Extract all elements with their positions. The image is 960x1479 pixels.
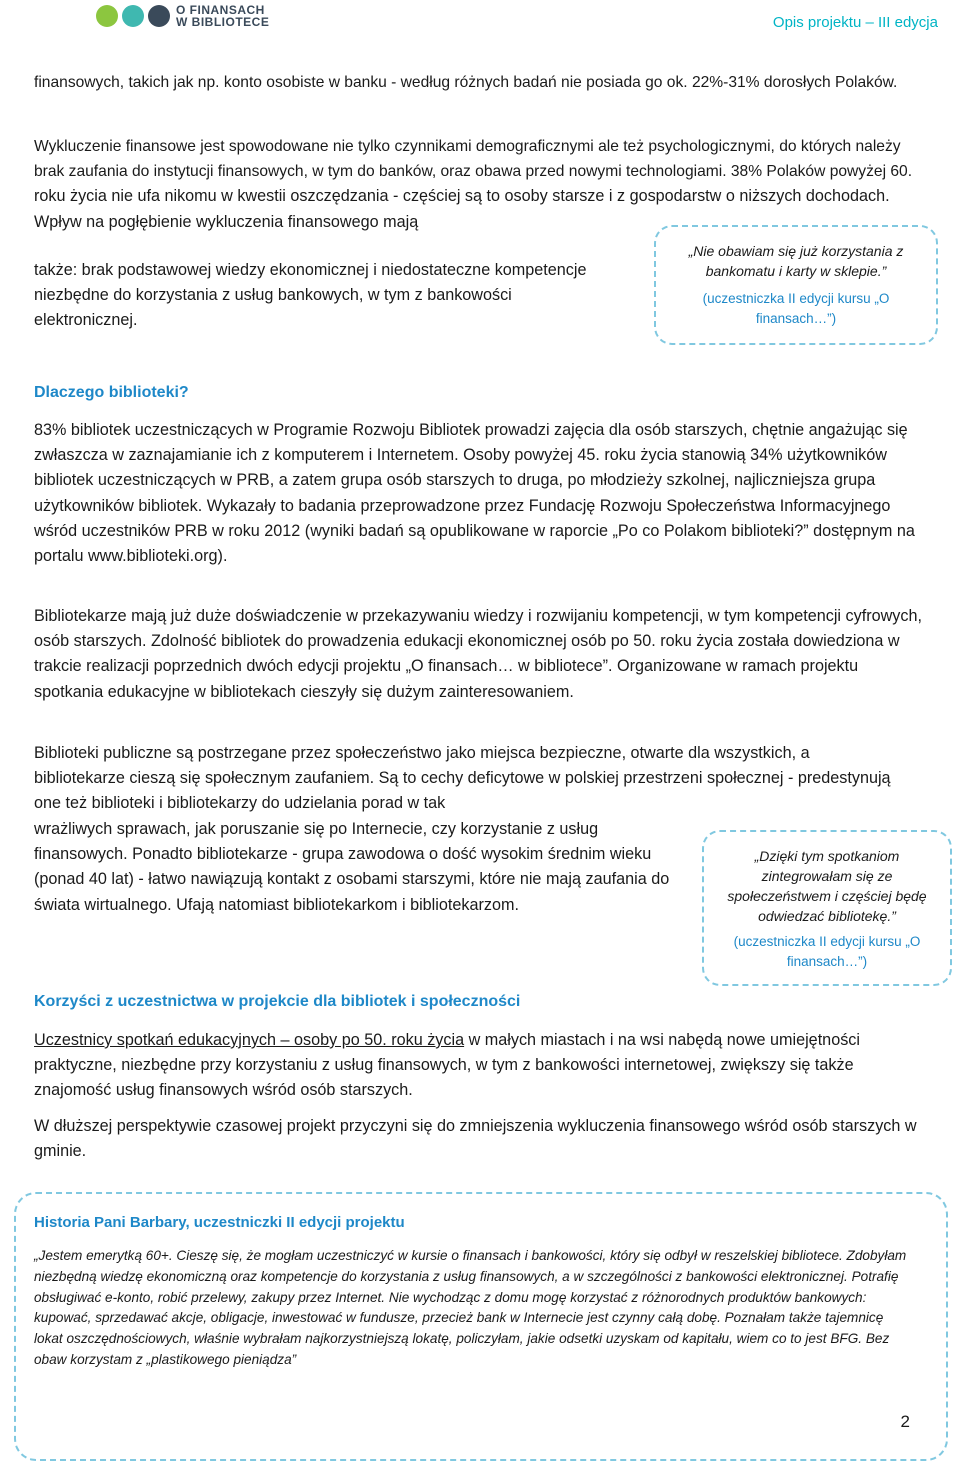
header-title: Opis projektu – III edycja — [772, 14, 938, 31]
project-logo — [96, 4, 269, 28]
paragraph-6-underlined: Uczestnicy spotkań edukacyjnych – osoby po 50. roku życia — [34, 1031, 465, 1049]
paragraph-6 — [34, 1028, 929, 1104]
quote-2-source: (uczestniczka II edycji kursu „O finansach…”) — [733, 934, 921, 969]
participant-quote-1 — [654, 225, 938, 345]
paragraph-4: Bibliotekarze mają już duże doświadczenie w przekazywaniu wiedzy i rozwijaniu kompetencji, w tym kompetencji cyfrowych, osób starszych. Zdolność bibliotek do prowadzenia edukacji ekonomicznej osób po 50. roku życia została dowiedziona w trakcie realizacji poprzednich dwóch edycji projektu „O finansach… w bibliotece”. Organizowane w ramach projektu spotkania edukacyjne w bibliotekach cieszyły się dużym zainteresowaniem. — [34, 607, 922, 701]
page-number: 2 — [900, 1412, 910, 1431]
quote-1-source: (uczestniczka II edycji kursu „O finansach…”) — [702, 291, 890, 326]
logo-icon-teal — [122, 5, 144, 27]
paragraph-7: W dłuższej perspektywie czasowej projekt przyczyni się do zmniejszenia wykluczenia finansowego wśród osób starszych w gminie. — [34, 1117, 917, 1161]
paragraph-2-part-1: Wykluczenie finansowe jest spowodowane nie tylko czynnikami demograficznymi ale też psychologicznymi, do których należy brak zaufania do instytucji finansowych, w tym do banków, oraz obawa przed nowymi technologiami. 38% Polaków powyżej 60. — [34, 138, 913, 181]
paragraph-2 — [34, 134, 924, 235]
page-header — [0, 0, 960, 50]
participant-quote-2 — [702, 830, 952, 986]
paragraph-5-continued: wrażliwych sprawach, jak poruszanie się po Internecie, czy korzystanie z usług finansowych. Ponadto bibliotekarze - grupa zawodowa o dość wysokim średnim wieku (ponad 40 lat) - łatwo nawiązują kontakt z osobami starszymi, które nie mają zaufania do świata wirtualnego. Ufają natomiast bibliotekarkom i bibliotekarzom. — [34, 820, 670, 914]
logo-line-2: W BIBLIOTECE — [176, 15, 270, 29]
quote-1-text: „Nie obawiam się już korzystania z bankomatu i karty w sklepie.” — [688, 243, 904, 279]
quote-2-text: „Dzięki tym spotkaniom zintegrowałam się ze społeczeństwem i częściej będę odwiedzać bibliotekę.” — [727, 848, 927, 924]
heading-why-libraries: Dlaczego biblioteki? — [34, 384, 189, 401]
logo-line-1: O FINANSACH — [176, 3, 265, 17]
story-text: „Jestem emerytką 60+. Cieszę się, że mogłam uczestniczyć w kursie o finansach i bankowości, który się odbył w reszelskiej bibliotece. Zdobyłam niezbędną wiedzę ekonomiczną oraz kompetencje do korzystania z usług finansowych, a w szczególności z bankowości elektronicznej. Potrafię obsługiwać e-konto, robić przelewy, zakupy przez Internet. Nie wychodząc z domu mogę korzystać z różnorodnych produktów bankowych: kupować, sprzedawać akcje, obligacje, inwestować w fundusze, przecież bank w Internecie jest czynny całą dobę. Poznałam także tajemnicę lokat oszczędnościowych, właśnie wybrałam najkorzystniejszą lokatę, policzyłam, jakie odsetki uzyskam od kapitału, wiem co to jest BFG. Bez obaw korzystam z „plastikowego pieniądza” — [34, 1248, 907, 1367]
paragraph-6-rest: w małych miastach i na wsi nabędą nowe umiejętności praktyczne, niezbędne przy korzystaniu z usług finansowych, w tym z bankowości internetowej, zwiększy się także znajomość usług finansowych wśród osób starszych. — [34, 1031, 860, 1100]
paragraph-5: Biblioteki publiczne są postrzegane przez społeczeństwo jako miejsca bezpieczne, otwarte dla wszystkich, a bibliotekarze cieszą się społecznym zaufaniem. Są to cechy deficytowe w polskiej przestrzeni społecznej - predestynują one też biblioteki i bibliotekarzy do udzielania porad w tak — [34, 744, 891, 813]
logo-icon-navy — [148, 5, 170, 27]
heading-benefits: Korzyści z uczestnictwa w projekcie dla bibliotek i społeczności — [34, 993, 521, 1010]
paragraph-1: finansowych, takich jak np. konto osobiste w banku - według różnych badań nie posiada go ok. 22%-31% dorosłych Polaków. — [34, 74, 898, 91]
story-title: Historia Pani Barbary, uczestniczki II edycji projektu — [34, 1214, 405, 1231]
paragraph-2-continued: także: brak podstawowej wiedzy ekonomicznej i niedostateczne kompetencje niezbędne do korzystania z usług bankowych, w tym z bankowości elektronicznej. — [34, 261, 587, 330]
paragraph-3: 83% bibliotek uczestniczących w Programie Rozwoju Bibliotek prowadzi zajęcia dla osób starszych, chętnie angażując się zwłaszcza w zaznajamianie ich z komputerem i Internetem. Osoby powyżej 45. roku życia stanowią 34% użytkowników bibliotek uczestniczących w PRB, a zatem grupa osób starszych to druga, po młodzieży szkolnej, najliczniejsza grupa użytkowników bibliotek. Wykazały to badania przeprowadzone przez Fundację Rozwoju Społeczeństwa Informacyjnego wśród uczestników PRB w roku 2012 (wyniki badań są opublikowane w raporcie „Po co Polakom biblioteki?” dostępnym na portalu www.biblioteki.org). — [34, 421, 915, 566]
logo-icon-green — [96, 5, 118, 27]
paragraph-2-part-2: roku życia nie ufa nikomu w kwestii oszczędzania - częściej są to osoby starsze i z gospodarstw o niższych dochodach. Wpływ na pogłębienie wykluczenia finansowego mają — [34, 187, 890, 231]
